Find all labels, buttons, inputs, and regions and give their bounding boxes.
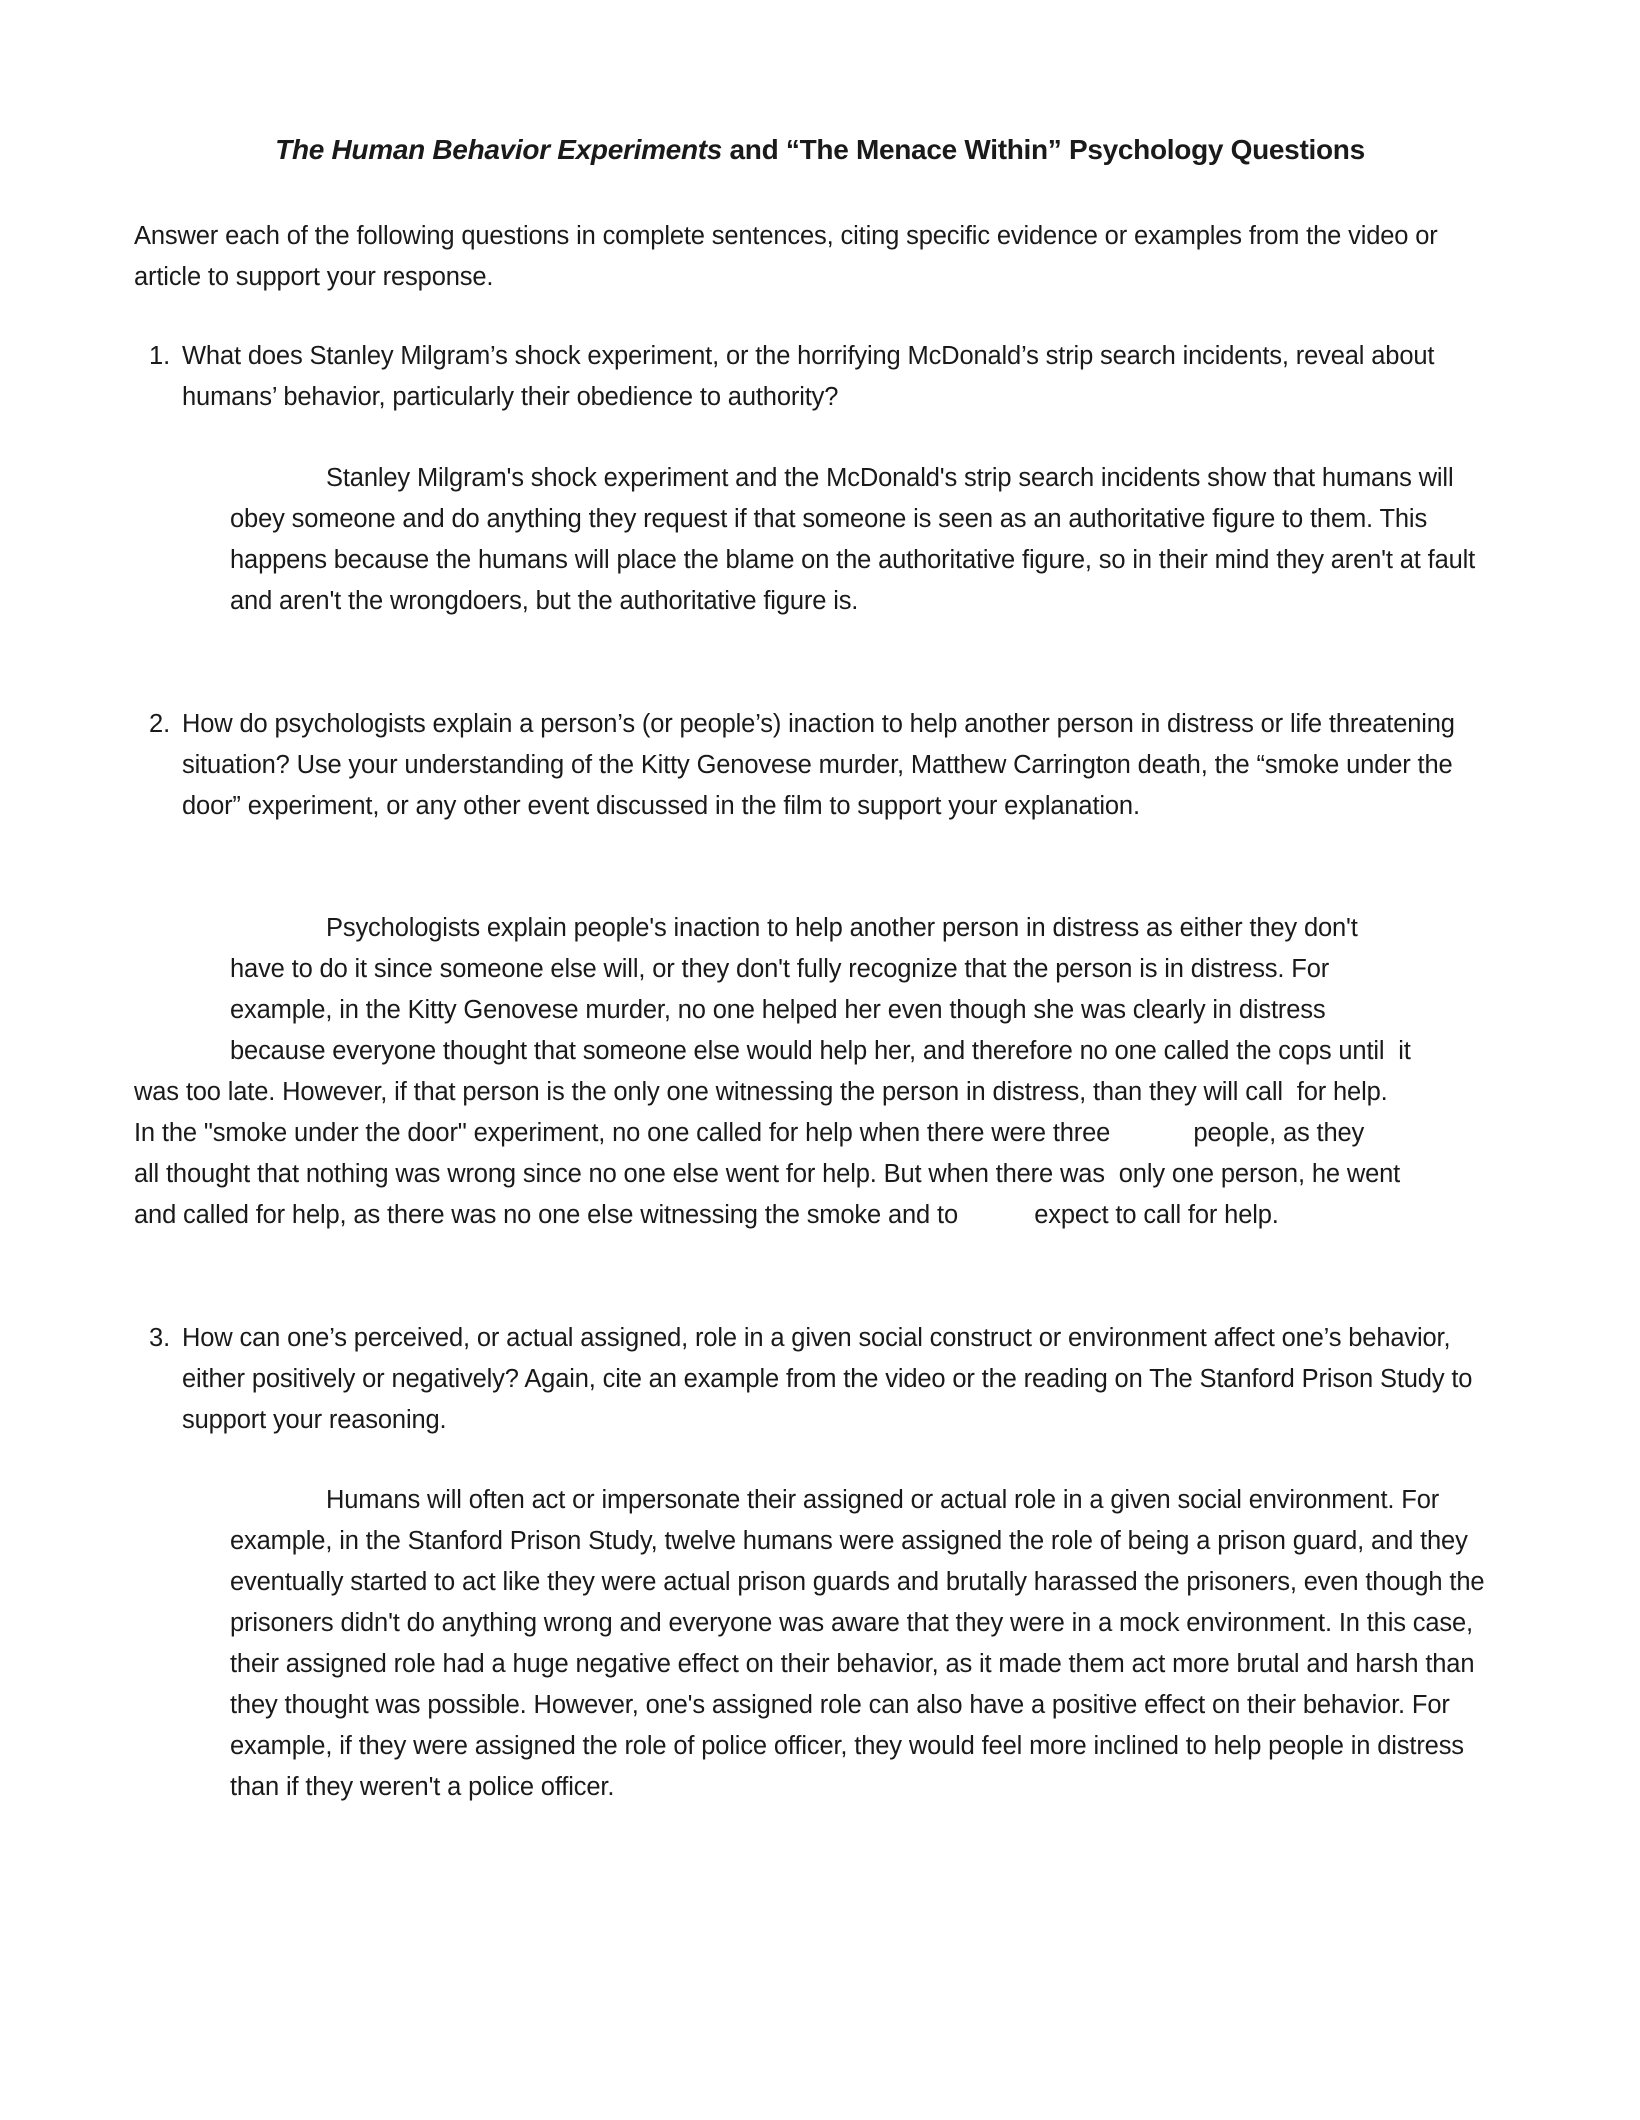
answer-2-line-1: Psychologists explain people's inaction to help another person in distress as either they don't xyxy=(326,914,1358,942)
answer-1: Stanley Milgram's shock experiment and the McDonald's strip search incidents show that humans will obey someone and do anything they request if that someone is seen as an authoritative figure to them. This happens because the humans will place the blame on the authoritative figure, so in their mind they aren't at fault and aren't the wrongdoers, but the authoritative figure is. xyxy=(230,464,1476,615)
instructions-paragraph: Answer each of the following questions in complete sentences, citing specific evidence or examples from the video or article to support your response. xyxy=(134,222,1438,291)
question-1-text: What does Stanley Milgram’s shock experiment, or the horrifying McDonald’s strip search incidents, reveal about humans’ behavior, particularly their obedience to authority? xyxy=(182,342,1435,411)
answer-3: Humans will often act or impersonate their assigned or actual role in a given social environment. For example, in the Stanford Prison Study, twelve humans were assigned the role of being a prison guard, and they eventually started to act like they were actual prison guards and brutally harassed the prisoners, even though the prisoners didn't do anything wrong and everyone was aware that they were in a mock environment. In this case, their assigned role had a huge negative effect on their behavior, as it made them act more brutal and harsh than they thought was possible. However, one's assigned role can also have a positive effect on their behavior. For example, if they were assigned the role of police officer, they would feel more inclined to help people in distress than if they weren't a police officer. xyxy=(230,1486,1485,1801)
question-3-text: How can one’s perceived, or actual assigned, role in a given social construct or environment affect one’s behavior, either positively or negatively? Again, cite an example from the video or the reading on The Stanford Prison Study to support your reasoning. xyxy=(182,1324,1473,1434)
title-italic-part: The Human Behavior Experiments xyxy=(275,134,723,165)
question-1-number: 1. xyxy=(149,342,170,370)
answer-2-line-2: have to do it since someone else will, or they don't fully recognize that the person is in distress. For xyxy=(230,955,1330,983)
answer-2 xyxy=(134,908,1554,1236)
title-rest-part: and “The Menace Within” Psychology Questions xyxy=(722,134,1365,165)
question-2-text: How do psychologists explain a person’s (or people’s) inaction to help another person in distress or life threatening situation? Use your understanding of the Kitty Genovese murder, Matthew Carrington death, the “smoke under the door” experiment, or any other event discussed in the film to support your explanation. xyxy=(182,710,1455,820)
question-3 xyxy=(149,1318,1504,1441)
answer-2-line-7: all thought that nothing was wrong since no one else went for help. But when there was only one person, he went xyxy=(134,1160,1401,1188)
answer-2-line-8: and called for help, as there was no one else witnessing the smoke and to expect to call for help. xyxy=(134,1201,1279,1229)
answer-2-line-6: In the "smoke under the door" experiment, no one called for help when there were three people, as they xyxy=(134,1119,1365,1147)
question-1 xyxy=(149,336,1504,418)
answer-2-line-4: because everyone thought that someone else would help her, and therefore no one called the cops until it xyxy=(230,1037,1411,1065)
question-2-number: 2. xyxy=(149,710,170,738)
answer-2-line-5: was too late. However, if that person is the only one witnessing the person in distress, than they will call for help. xyxy=(134,1078,1388,1106)
question-3-number: 3. xyxy=(149,1324,170,1352)
question-2 xyxy=(149,704,1504,827)
document-title xyxy=(0,134,1640,166)
answer-2-line-3: example, in the Kitty Genovese murder, no one helped her even though she was clearly in distress xyxy=(230,996,1326,1024)
